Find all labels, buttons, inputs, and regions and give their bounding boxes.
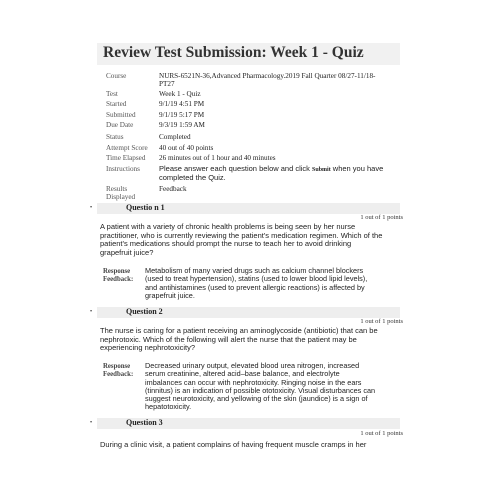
- bullet-icon: •: [90, 309, 93, 315]
- response-line: (used to treat hypertension), statins (used to lower blood lipid levels),: [145, 274, 368, 284]
- page-title: Review Test Submission: Week 1 - Quiz: [103, 44, 364, 61]
- course-value-line2: PT27: [159, 80, 175, 88]
- question-title: Question 2: [126, 307, 163, 316]
- time-elapsed-label: Time Elapsed: [106, 154, 146, 162]
- response-line: imbalances can occur with nephrotoxicity. Ringing noise in the ears: [145, 377, 362, 387]
- submitted-value: 9/1/19 5:17 PM: [159, 111, 205, 119]
- question-text-line: During a clinic visit, a patient complains of having frequent muscle cramps in her: [100, 440, 367, 449]
- time-elapsed-value: 26 minutes out of 1 hour and 40 minutes: [159, 154, 276, 162]
- instructions-submit-word: Submit: [312, 167, 331, 173]
- response-label-line: Feedback:: [103, 276, 134, 283]
- response-line: and antihistamines (used to prevent allergic reactions) is affected by: [145, 282, 365, 292]
- response-line: suggest neurotoxicity, and yellowing of the skin (jaundice) is a sign of: [145, 394, 368, 404]
- status-label: Status: [106, 133, 124, 141]
- question-title: Questio n 1: [126, 203, 165, 212]
- response-line: grapefruit juice.: [145, 290, 195, 300]
- test-label: Test: [106, 90, 118, 98]
- question-text: [100, 327, 396, 353]
- due-date-label: Due Date: [106, 121, 134, 129]
- test-value: Week 1 - Quiz: [159, 90, 201, 98]
- results-label-line1: Results: [106, 185, 128, 193]
- bullet-icon: •: [90, 420, 93, 426]
- question-text: [100, 223, 396, 257]
- response-feedback-text: [145, 362, 388, 412]
- question-title: Question 3: [126, 418, 163, 427]
- question-points: 1 out of 1 points: [360, 318, 403, 325]
- response-label-line: Response: [103, 363, 131, 370]
- bullet-icon: •: [90, 205, 93, 211]
- question-points: 1 out of 1 points: [360, 214, 403, 221]
- response-line: serum creatinine, altered acid–base balance, and electrolyte: [145, 369, 340, 379]
- due-date-value: 9/3/19 1:59 AM: [159, 121, 205, 129]
- question-text-line: patient's medications should prompt the nurse to teach her to avoid drinking: [100, 239, 352, 249]
- instructions-pre: Please answer each question below and click: [159, 164, 313, 173]
- response-line: Metabolism of many varied drugs such as calcium channel blockers: [145, 266, 364, 275]
- response-feedback-label: [103, 363, 139, 379]
- response-feedback-label: [103, 268, 139, 284]
- response-label-line: Response: [103, 268, 131, 275]
- started-label: Started: [106, 100, 127, 108]
- question-text-line: nephrotoxic. Which of the following will alert the nurse that the patient may be: [100, 334, 357, 344]
- attempt-score-label: Attempt Score: [106, 144, 148, 152]
- results-value: Feedback: [159, 185, 187, 193]
- response-line: hepatotoxicity.: [145, 402, 192, 412]
- question-text-line: practitioner, who is currently reviewing the patient's medication regimen. Which of the: [100, 230, 383, 240]
- question-points: 1 out of 1 points: [360, 430, 403, 437]
- instructions-post: when you have: [330, 164, 384, 173]
- attempt-score-value: 40 out of 40 points: [159, 144, 214, 152]
- submitted-label: Submitted: [106, 111, 136, 119]
- response-feedback-text: [145, 267, 388, 300]
- question-text-line: The nurse is caring for a patient receiving an aminoglycoside (antibiotic) that can be: [100, 326, 378, 335]
- question-text-line: experiencing nephrotoxicity?: [100, 343, 196, 353]
- question-text: [100, 441, 396, 450]
- started-value: 9/1/19 4:51 PM: [159, 100, 205, 108]
- course-label: Course: [106, 72, 127, 80]
- instructions-line2: completed the Quiz.: [159, 173, 226, 182]
- response-line: (tinnitus) is an indication of possible ototoxicity. Visual disturbances can: [145, 385, 376, 395]
- question-text-line: A patient with a variety of chronic health problems is being seen by her nurse: [100, 222, 356, 231]
- question-text-line: grapefruit juice?: [100, 247, 154, 257]
- results-label-line2: Displayed: [106, 193, 136, 201]
- status-value: Completed: [159, 133, 191, 141]
- instructions-label: Instructions: [106, 165, 140, 173]
- course-value-line1: NURS-6521N-36,Advanced Pharmacology.2019 Fall Quarter 08/27-11/18-: [159, 72, 376, 80]
- response-label-line: Feedback:: [103, 371, 134, 378]
- response-line: Decreased urinary output, elevated blood urea nitrogen, increased: [145, 361, 360, 370]
